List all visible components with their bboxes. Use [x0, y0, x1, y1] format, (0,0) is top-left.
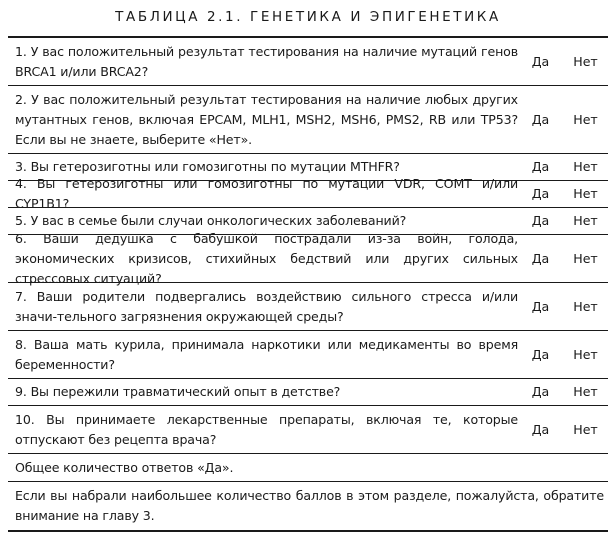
answer-no-option[interactable]: Нет — [573, 111, 598, 127]
answer-no-option[interactable]: Нет — [573, 298, 598, 314]
footer-note-row — [8, 482, 608, 532]
answer-yes-option[interactable]: Да — [531, 186, 550, 201]
question-row-6 — [8, 230, 608, 286]
question-row-9 — [8, 379, 608, 406]
answer-yes-option[interactable]: Да — [531, 159, 550, 174]
question-text: 8. Ваша мать курила, принимала наркотики или медикаменты во время беременности? — [15, 336, 518, 372]
question-row-1 — [8, 38, 608, 86]
question-row-7 — [8, 283, 608, 331]
total-yes-label: Общее количество ответов «Да». — [15, 459, 234, 475]
answer-no-option[interactable]: Нет — [573, 186, 598, 201]
answer-yes-option[interactable]: Да — [531, 421, 550, 437]
questionnaire-page — [8, 0, 608, 532]
question-text: 9. Вы пережили травматический опыт в детстве? — [15, 384, 341, 399]
answer-no-option[interactable]: Нет — [573, 346, 598, 362]
answer-no-option[interactable]: Нет — [573, 159, 598, 174]
question-text: 2. У вас положительный результат тестирования на наличие любых других мутантных генов, включая EPCAM, MLH1, MSH2, MSH6, PMS2, RB или TP53? Если вы не знаете, выберите «Нет». — [15, 91, 518, 147]
footer-note: Если вы набрали наибольшее количество баллов в этом разделе, пожалуйста, обратите внимание на главу 3. — [15, 488, 604, 523]
answer-no-option[interactable]: Нет — [573, 250, 598, 266]
question-row-4 — [8, 176, 608, 211]
table-title: ТАБЛИЦА 2.1. ГЕНЕТИКА И ЭПИГЕНЕТИКА — [115, 9, 501, 25]
question-row-8 — [8, 331, 608, 379]
question-text: 1. У вас положительный результат тестирования на наличие мутаций генов BRCA1 и/или BRCA2? — [15, 43, 518, 79]
question-text: 7. Ваши родители подвергались воздействию сильного стресса и/или значи-тельного загрязнения окружающей среды? — [15, 288, 518, 324]
question-text: 6. Ваши дедушка с бабушкой пострадали из-за войн, голода, экономических кризисов, стихийных бедствий или других сильных стрессовых ситуаций? — [15, 230, 518, 286]
answer-no-option[interactable]: Нет — [573, 53, 598, 69]
question-text: 5. У вас в семье были случаи онкологических заболеваний? — [15, 213, 407, 228]
answer-yes-option[interactable]: Да — [531, 250, 550, 266]
answer-yes-option[interactable]: Да — [531, 213, 550, 228]
answer-yes-option[interactable]: Да — [531, 53, 550, 69]
answer-yes-option[interactable]: Да — [531, 111, 550, 127]
answer-no-option[interactable]: Нет — [573, 213, 598, 228]
question-text: 3. Вы гетерозиготны или гомозиготны по мутации MTHFR? — [15, 159, 400, 174]
question-text: 4. Вы гетерозиготны или гомозиготны по мутации VDR, COMT и/или CYP1B1? — [15, 176, 518, 211]
total-yes-row — [8, 454, 608, 482]
answer-no-option[interactable]: Нет — [573, 421, 598, 437]
answer-yes-option[interactable]: Да — [531, 384, 550, 399]
answer-no-option[interactable]: Нет — [573, 384, 598, 399]
question-row-10 — [8, 406, 608, 454]
answer-yes-option[interactable]: Да — [531, 298, 550, 314]
question-text: 10. Вы принимаете лекарственные препараты, включая те, которые отпускают без рецепта врача? — [15, 411, 518, 447]
answer-yes-option[interactable]: Да — [531, 346, 550, 362]
question-row-2 — [8, 86, 608, 154]
